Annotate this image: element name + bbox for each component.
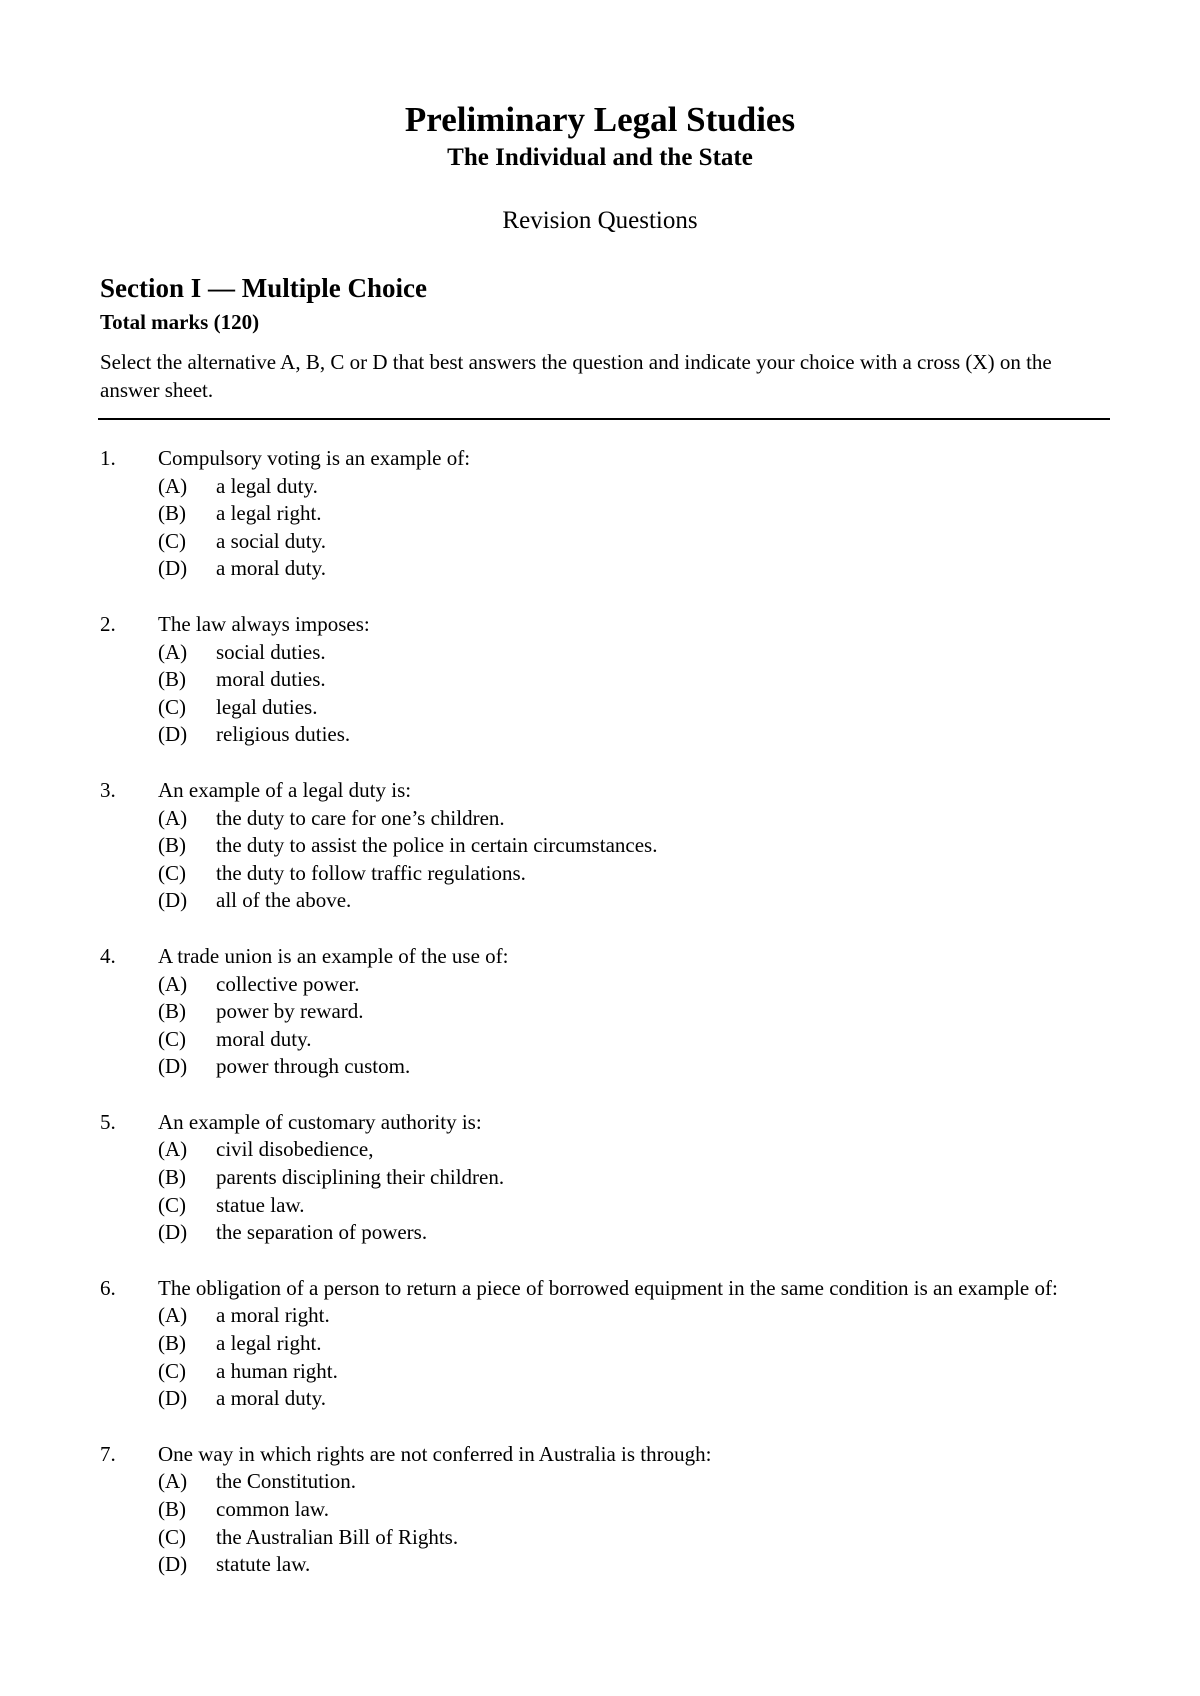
answer-option [0, 1551, 1200, 1579]
option-text: the separation of powers. [216, 1220, 428, 1245]
option-letter: (D) [158, 888, 188, 913]
question-number: 5. [100, 1109, 116, 1134]
option-letter: (C) [158, 1524, 186, 1549]
question-stem-row [0, 611, 1200, 639]
option-letter: (A) [158, 1469, 188, 1494]
option-letter: (B) [158, 1165, 186, 1190]
option-letter: (A) [158, 1137, 188, 1162]
question-item [0, 777, 1200, 915]
answer-option [0, 1524, 1200, 1552]
option-letter: (C) [158, 694, 186, 719]
option-text: religious duties. [216, 722, 351, 747]
option-text: social duties. [216, 639, 326, 664]
question-number: 6. [100, 1275, 116, 1300]
option-text: a moral right. [216, 1303, 330, 1328]
answer-option [0, 887, 1200, 915]
option-letter: (D) [158, 1552, 188, 1577]
answer-option [0, 528, 1200, 556]
section-heading: Section I — Multiple Choice [100, 273, 427, 303]
answer-option [0, 860, 1200, 888]
option-text: power through custom. [216, 1054, 411, 1079]
question-stem: The law always imposes: [158, 611, 370, 636]
page-subtitle: The Individual and the State [447, 144, 753, 171]
answer-option [0, 971, 1200, 999]
revision-label: Revision Questions [502, 207, 698, 234]
option-text: the duty to care for one’s children. [216, 805, 505, 830]
option-letter: (B) [158, 667, 186, 692]
option-letter: (D) [158, 722, 188, 747]
option-text: parents disciplining their children. [216, 1165, 505, 1190]
question-stem-row [0, 445, 1200, 473]
option-text: a legal duty. [216, 473, 318, 498]
question-item [0, 943, 1200, 1081]
option-text: a legal right. [216, 1331, 322, 1356]
option-letter: (D) [158, 1386, 188, 1411]
option-text: the Constitution. [216, 1469, 357, 1494]
option-text: power by reward. [216, 999, 364, 1024]
question-number: 4. [100, 943, 116, 968]
question-number: 7. [100, 1441, 116, 1466]
answer-option [0, 500, 1200, 528]
option-letter: (B) [158, 1331, 186, 1356]
question-stem: The obligation of a person to return a piece of borrowed equipment in the same condition is an example of: [158, 1275, 1058, 1300]
option-text: civil disobedience, [216, 1137, 374, 1162]
question-item [0, 1441, 1200, 1579]
option-letter: (A) [158, 1303, 188, 1328]
question-stem: An example of customary authority is: [158, 1109, 482, 1134]
option-text: all of the above. [216, 888, 352, 913]
option-letter: (C) [158, 528, 186, 553]
option-letter: (D) [158, 1054, 188, 1079]
question-number: 2. [100, 611, 116, 636]
option-text: collective power. [216, 971, 360, 996]
option-letter: (A) [158, 971, 188, 996]
answer-option [0, 694, 1200, 722]
option-text: moral duties. [216, 667, 326, 692]
question-stem-row [0, 1441, 1200, 1469]
option-letter: (A) [158, 805, 188, 830]
option-text: a legal right. [216, 501, 322, 526]
divider [98, 418, 1110, 420]
answer-option [0, 1136, 1200, 1164]
question-stem-row [0, 1275, 1200, 1303]
question-stem: An example of a legal duty is: [158, 777, 412, 802]
option-letter: (D) [158, 556, 188, 581]
option-text: the duty to assist the police in certain circumstances. [216, 833, 658, 858]
answer-option [0, 1219, 1200, 1247]
answer-option [0, 555, 1200, 583]
answer-option [0, 1053, 1200, 1081]
answer-option [0, 1192, 1200, 1220]
option-text: a human right. [216, 1358, 338, 1383]
answer-option [0, 1385, 1200, 1413]
answer-option [0, 721, 1200, 749]
question-stem-row [0, 777, 1200, 805]
option-letter: (C) [158, 1026, 186, 1051]
option-letter: (A) [158, 639, 188, 664]
answer-option [0, 1302, 1200, 1330]
option-letter: (C) [158, 1358, 186, 1383]
option-text: statute law. [216, 1552, 311, 1577]
option-text: a moral duty. [216, 1386, 327, 1411]
question-item [0, 445, 1200, 583]
total-marks: Total marks (120) [100, 310, 260, 334]
question-item [0, 611, 1200, 749]
option-letter: (A) [158, 473, 188, 498]
answer-option [0, 1330, 1200, 1358]
answer-option [0, 998, 1200, 1026]
answer-option [0, 1358, 1200, 1386]
option-text: common law. [216, 1497, 329, 1521]
option-letter: (D) [158, 1220, 188, 1245]
question-number: 1. [100, 446, 116, 470]
option-text: statue law. [216, 1192, 305, 1217]
option-text: the Australian Bill of Rights. [216, 1524, 459, 1549]
answer-option [0, 1468, 1200, 1496]
answer-option [0, 1496, 1200, 1524]
option-letter: (C) [158, 860, 186, 885]
option-letter: (B) [158, 1497, 186, 1521]
answer-option [0, 639, 1200, 667]
answer-option [0, 1026, 1200, 1054]
question-item [0, 1275, 1200, 1413]
question-stem: One way in which rights are not conferred in Australia is through: [158, 1441, 712, 1466]
question-stem-row [0, 943, 1200, 971]
answer-option [0, 805, 1200, 833]
option-text: a moral duty. [216, 556, 327, 581]
option-letter: (B) [158, 501, 186, 526]
option-letter: (B) [158, 833, 186, 858]
question-stem: A trade union is an example of the use of: [158, 943, 509, 968]
answer-option [0, 1164, 1200, 1192]
instructions: Select the alternative A, B, C or D that best answers the question and indicate your choice with a cross (X) on the answer sheet. [100, 350, 1052, 402]
question-list [0, 445, 1200, 1607]
option-text: the duty to follow traffic regulations. [216, 860, 526, 885]
question-stem: Compulsory voting is an example of: [158, 446, 471, 470]
answer-option [0, 666, 1200, 694]
option-text: a social duty. [216, 528, 327, 553]
answer-option [0, 473, 1200, 501]
option-letter: (C) [158, 1192, 186, 1217]
question-stem-row [0, 1109, 1200, 1137]
option-text: moral duty. [216, 1026, 312, 1051]
page-title: Preliminary Legal Studies [404, 100, 796, 139]
question-number: 3. [100, 777, 116, 802]
question-item [0, 1109, 1200, 1247]
option-text: legal duties. [216, 694, 318, 719]
answer-option [0, 832, 1200, 860]
option-letter: (B) [158, 999, 186, 1024]
